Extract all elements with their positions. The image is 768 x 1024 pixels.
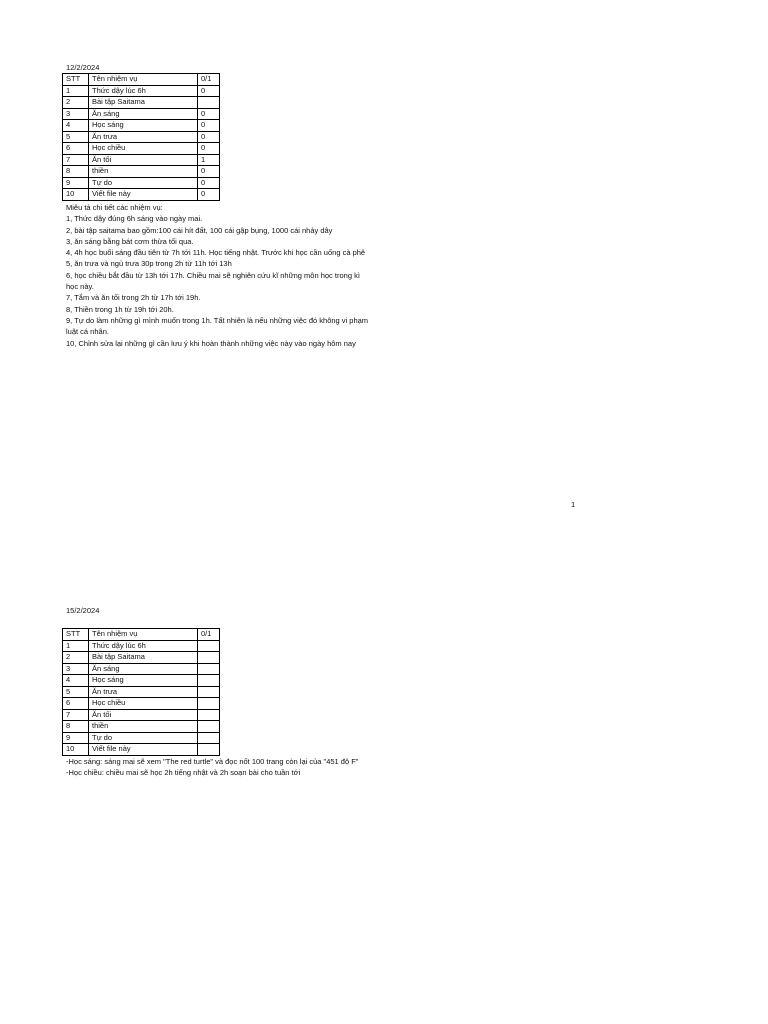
table-header-row <box>63 629 220 641</box>
cell-done: 1 <box>198 154 220 166</box>
note-line: 4, 4h học buổi sáng đầu tiên từ 7h tới 11h. Học tiếng nhật. Trước khi học cần uống cà phê <box>66 248 366 258</box>
cell-task-name: thiền <box>89 721 198 733</box>
cell-stt: 3 <box>63 108 89 120</box>
cell-task-name: Ăn trưa <box>89 686 198 698</box>
cell-stt: 7 <box>63 154 89 166</box>
cell-done: 0 <box>198 131 220 143</box>
cell-stt: 1 <box>63 85 89 97</box>
cell-stt: 10 <box>63 189 89 201</box>
cell-task-name: Thức dậy lúc 6h <box>89 85 198 97</box>
cell-task-name: Viết file này <box>89 189 198 201</box>
table-row <box>63 154 220 166</box>
cell-task-name: Viết file này <box>89 744 198 756</box>
cell-done <box>198 652 220 664</box>
cell-stt: 2 <box>63 652 89 664</box>
section2-task-table <box>62 628 220 756</box>
section1-task-table <box>62 73 220 201</box>
header-stt: STT <box>63 74 89 86</box>
cell-done <box>198 640 220 652</box>
table-row <box>63 166 220 178</box>
cell-stt: 1 <box>63 640 89 652</box>
cell-task-name: Bài tập Saitama <box>89 652 198 664</box>
cell-task-name: Thức dậy lúc 6h <box>89 640 198 652</box>
cell-stt: 3 <box>63 663 89 675</box>
cell-task-name: Học chiều <box>89 698 198 710</box>
header-task-name: Tên nhiệm vụ <box>89 629 198 641</box>
cell-done: 0 <box>198 108 220 120</box>
section2-notes <box>66 756 374 779</box>
table-row <box>63 189 220 201</box>
cell-stt: 4 <box>63 675 89 687</box>
page-number: 1 <box>571 500 576 509</box>
table-row <box>63 721 220 733</box>
cell-task-name: thiền <box>89 166 198 178</box>
cell-done: 0 <box>198 120 220 132</box>
cell-task-name: Bài tập Saitama <box>89 97 198 109</box>
note-line: 1, Thức dậy đúng 6h sáng vào ngày mai. <box>66 214 203 224</box>
table-header-row <box>63 74 220 86</box>
note-line: 9, Tự do làm những gì mình muốn trong 1h. Tất nhiên là nếu những việc đó không vi phạm luật cá nhân. <box>66 315 369 337</box>
table-row <box>63 177 220 189</box>
cell-stt: 8 <box>63 721 89 733</box>
cell-task-name: Ăn tối <box>89 154 198 166</box>
cell-done <box>198 732 220 744</box>
note-line: 5, ăn trưa và ngủ trưa 30p trong 2h từ 11h tới 13h <box>66 259 232 269</box>
note-line: 10, Chỉnh sửa lại những gì cần lưu ý khi hoàn thành những việc này vào ngày hôm nay <box>66 338 356 348</box>
cell-stt: 4 <box>63 120 89 132</box>
cell-done <box>198 675 220 687</box>
cell-task-name: Tự do <box>89 177 198 189</box>
note-line: 2, bài tập saitama bao gồm:100 cái hít đất, 100 cái gập bụng, 1000 cái nhảy dây <box>66 225 333 235</box>
cell-stt: 7 <box>63 709 89 721</box>
table-row <box>63 686 220 698</box>
cell-done: 0 <box>198 143 220 155</box>
cell-done <box>198 709 220 721</box>
table-row <box>63 652 220 664</box>
cell-done <box>198 744 220 756</box>
table-row <box>63 698 220 710</box>
note-line: 8, Thiền trong 1h từ 19h tới 20h. <box>66 304 174 314</box>
cell-stt: 9 <box>63 177 89 189</box>
section2-date: 15/2/2024 <box>66 606 100 615</box>
table-row <box>63 663 220 675</box>
cell-task-name: Ăn tối <box>89 709 198 721</box>
cell-stt: 6 <box>63 143 89 155</box>
note-line: 3, ăn sáng bằng bát cơm thừa tối qua. <box>66 236 194 246</box>
cell-done: 0 <box>198 189 220 201</box>
cell-task-name: Học sáng <box>89 120 198 132</box>
table-row <box>63 709 220 721</box>
cell-task-name: Ăn sáng <box>89 108 198 120</box>
table-row <box>63 85 220 97</box>
table-row <box>63 143 220 155</box>
table-row <box>63 108 220 120</box>
cell-done <box>198 686 220 698</box>
cell-task-name: Ăn trưa <box>89 131 198 143</box>
cell-done: 0 <box>198 166 220 178</box>
section1-date: 12/2/2024 <box>66 63 100 72</box>
cell-stt: 2 <box>63 97 89 109</box>
cell-stt: 8 <box>63 166 89 178</box>
table-row <box>63 675 220 687</box>
cell-done <box>198 698 220 710</box>
note-line: -Học chiều: chiều mai sẽ học 2h tiếng nhật và 2h soạn bài cho tuần tới <box>66 768 301 778</box>
note-line: 7, Tắm và ăn tối trong 2h từ 17h tới 19h. <box>66 293 201 303</box>
cell-task-name: Ăn sáng <box>89 663 198 675</box>
cell-done <box>198 721 220 733</box>
cell-task-name: Học sáng <box>89 675 198 687</box>
cell-task-name: Tự do <box>89 732 198 744</box>
table-row <box>63 131 220 143</box>
note-line: 6, học chiều bắt đầu từ 13h tới 17h. Chiều mai sẽ nghiên cứu kĩ những môn học trong kì học này. <box>66 270 360 292</box>
cell-stt: 10 <box>63 744 89 756</box>
cell-done <box>198 97 220 109</box>
note-line: Miêu tả chi tiết các nhiệm vụ: <box>66 203 163 212</box>
note-line: -Học sáng: sáng mai sẽ xem "The red turtle" và đọc nốt 100 trang còn lại của "451 độ F" <box>66 757 359 766</box>
table-row <box>63 97 220 109</box>
cell-stt: 5 <box>63 686 89 698</box>
header-task-name: Tên nhiệm vụ <box>89 74 198 86</box>
table-row <box>63 120 220 132</box>
cell-done: 0 <box>198 177 220 189</box>
cell-stt: 9 <box>63 732 89 744</box>
header-done: 0/1 <box>198 74 220 86</box>
header-stt: STT <box>63 629 89 641</box>
cell-stt: 5 <box>63 131 89 143</box>
cell-stt: 6 <box>63 698 89 710</box>
table-row <box>63 732 220 744</box>
table-row <box>63 744 220 756</box>
cell-task-name: Học chiều <box>89 143 198 155</box>
header-done: 0/1 <box>198 629 220 641</box>
table-row <box>63 640 220 652</box>
cell-done <box>198 663 220 675</box>
cell-done: 0 <box>198 85 220 97</box>
section1-notes <box>66 202 374 349</box>
